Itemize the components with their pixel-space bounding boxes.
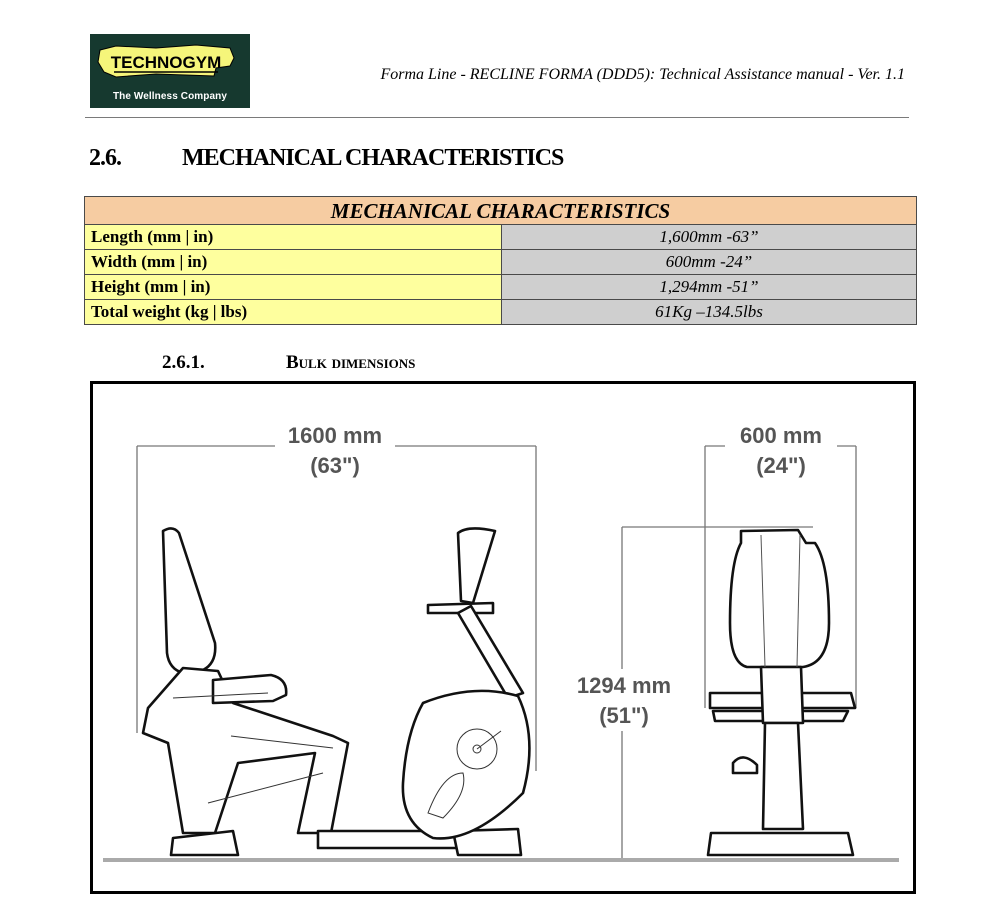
table-title: MECHANICAL CHARACTERISTICS — [85, 197, 917, 225]
width-mm: 600 mm — [740, 423, 822, 448]
height-in: (51") — [599, 703, 649, 728]
row-label: Width (mm | in) — [85, 250, 502, 275]
table-row — [85, 300, 917, 325]
section-number: 2.6. — [89, 145, 121, 171]
document-title: Forma Line - RECLINE FORMA (DDD5): Technical Assistance manual - Ver. 1.1 — [380, 66, 905, 83]
technogym-logo — [90, 34, 250, 108]
length-in: (63") — [310, 453, 360, 478]
row-value: 600mm -24” — [502, 250, 917, 275]
bulk-dimensions-figure — [90, 381, 916, 894]
row-value: 1,294mm -51” — [502, 275, 917, 300]
logo-tagline: The Wellness Company — [112, 91, 228, 102]
length-mm: 1600 mm — [287, 423, 383, 448]
table-row — [85, 250, 917, 275]
height-mm: 1294 mm — [576, 673, 672, 698]
height-dimension-label — [569, 671, 679, 731]
subsection-number: 2.6.1. — [162, 352, 205, 373]
section-title: MECHANICAL CHARACTERISTICS — [182, 145, 564, 171]
table-row — [85, 275, 917, 300]
row-label: Total weight (kg | lbs) — [85, 300, 502, 325]
width-in: (24") — [756, 453, 806, 478]
row-label: Length (mm | in) — [85, 225, 502, 250]
header-divider — [85, 117, 909, 118]
length-dimension-label — [275, 421, 395, 481]
row-value: 1,600mm -63” — [502, 225, 917, 250]
logo-badge-icon — [96, 44, 236, 80]
mechanical-characteristics-table — [84, 196, 917, 325]
subsection-title: Bulk dimensions — [286, 352, 416, 373]
row-value: 61Kg –134.5lbs — [502, 300, 917, 325]
width-dimension-label — [725, 421, 837, 481]
svg-text:TECHNOGYM: TECHNOGYM — [110, 53, 222, 72]
row-label: Height (mm | in) — [85, 275, 502, 300]
table-row — [85, 225, 917, 250]
